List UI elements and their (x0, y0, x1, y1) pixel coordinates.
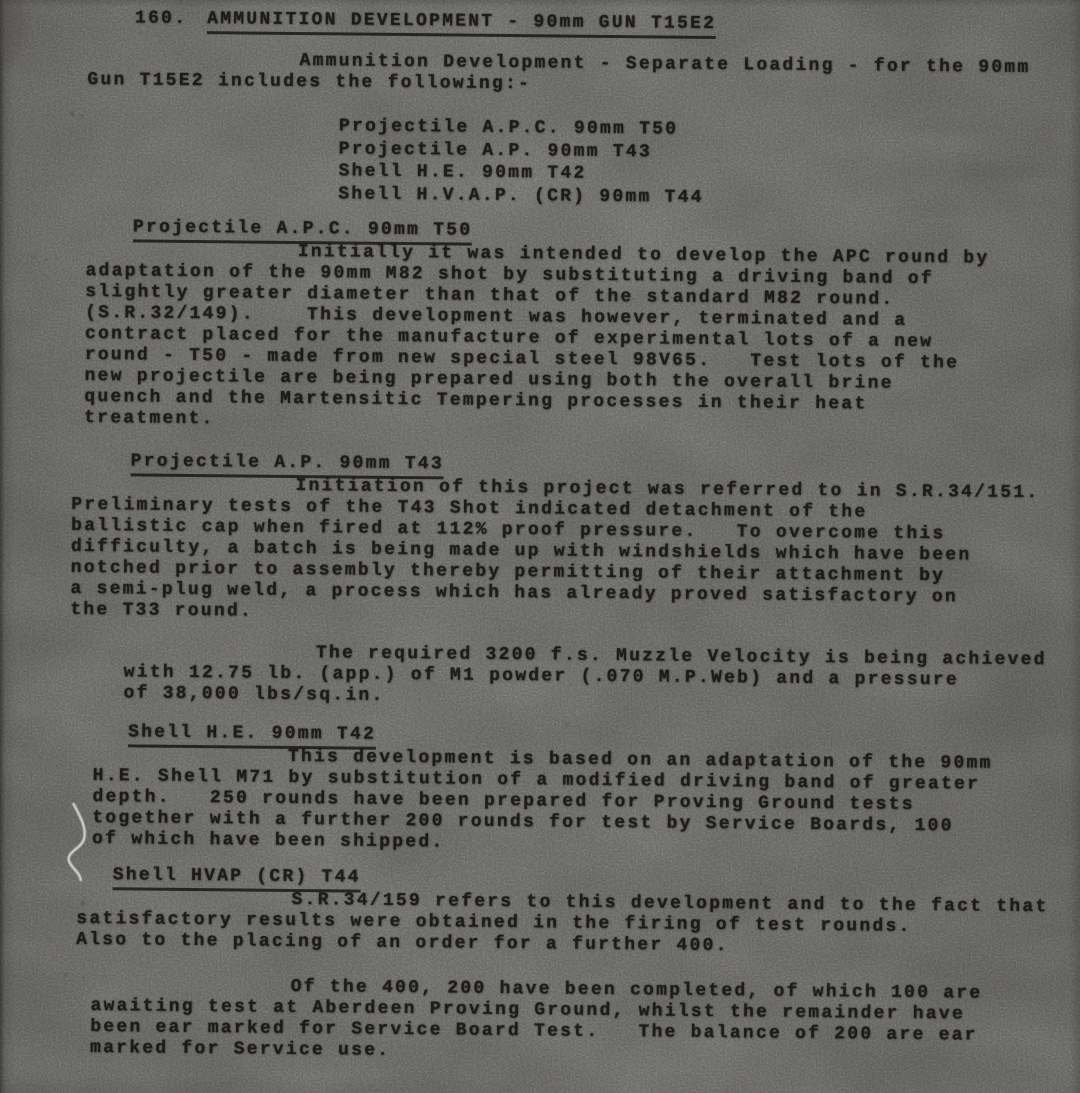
section-heading: Projectile A.P.C. 90mm T50 (133, 217, 473, 245)
section-heading: Projectile A.P. 90mm T43 (131, 451, 444, 479)
page-title: AMMUNITION DEVELOPMENT - 90mm GUN T15E2 (207, 9, 716, 39)
section-paragraph: Of the 400, 200 have been completed, of which 100 are awaiting test at Aberdeen Proving Ground, whilst the remainder have been ear marked for Service Board Test. The balance of 200 are ear marked for Service use. (89, 976, 983, 1061)
section-projectile-apc-t50 (84, 217, 1080, 439)
section-shell-hvap-t44 (78, 865, 1080, 1069)
section-heading: Shell H.E. 90mm T42 (128, 722, 376, 749)
item-number: 160. (134, 8, 188, 29)
intro-paragraph: Ammunition Development - Separate Loading - for the 90mm Gun T15E2 includes the following:- (87, 51, 1031, 95)
section-heading: Shell HVAP (CR) T44 (113, 865, 361, 892)
section-shell-he-t42 (80, 722, 1080, 860)
section-projectile-ap-t43 (70, 451, 1080, 714)
section-paragraph: S.R.34/159 refers to this development and to the fact that satisfactory results were obtained in the firing of test rounds. Also to the placing of an order for a further 400. (76, 889, 1049, 957)
section-paragraph: Initiation of this project was referred to in S.R.34/151. Preliminary tests of the T43 Shot indicated detachment of the ballistic cap when fired at 112% proof pressure. To overcome this difficulty, a batch is being made up with windshields which have been notched prior to assembly thereby permitting of their attachment by a semi-plug weld, a process which has already proved satisfactory on the T33 round. (70, 475, 1040, 622)
document-heading (135, 8, 1080, 38)
section-paragraph: Initially it was intended to develop the APC round by adaptation of the 90mm M82 shot by substituting a driving band of slightly greater diameter than that of the standard M82 round. (S.R.32/149). This development was however, terminated and a contract placed for the manufacture of experimental lots of a new round - T50 - made from new special steel 98V65. Test lots of the new projectile are being prepared using both the overall brine quench and the Martensitic Tempering processes in their heat treatment. (84, 242, 990, 430)
section-paragraph: The required 3200 f.s. Muzzle Velocity is being achieved with 12.75 lb. (app.) of M1 powder (.070 M.P.Web) and a pressure of 38,000 lbs/sq.in. (123, 643, 1047, 706)
section-paragraph: This development is based on an adaptation of the 90mm H.E. Shell M71 by substitution of a modified driving band of greater depth. 250 rounds have been prepared for Proving Ground tests together with a further 200 rounds for test by Service Boards, 100 of which have been shipped. (91, 746, 993, 853)
ammunition-list: Projectile A.P.C. 90mm T50 Projectile A.P. 90mm T43 Shell H.E. 90mm T42 Shell H.V.A.P. (CR) 90mm T44 (338, 116, 704, 208)
